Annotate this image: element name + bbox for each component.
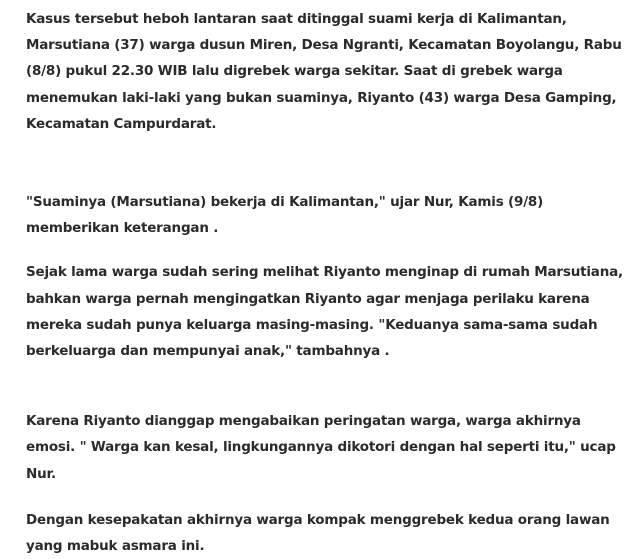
article-paragraph-2: "Suaminya (Marsutiana) bekerja di Kalimantan," ujar Nur, Kamis (9/8) memberikan keterangan . bbox=[26, 194, 544, 237]
article-paragraph-4: Karena Riyanto dianggap mengabaikan peringatan warga, warga akhirnya emosi. " Warga kan kesal, lingkungannya dikotori dengan hal seperti itu," ucap Nur. bbox=[26, 413, 616, 482]
article-body bbox=[26, 6, 632, 559]
article-paragraph-1: Kasus tersebut heboh lantaran saat ditinggal suami kerja di Kalimantan, Marsutiana (37) warga dusun Miren, Desa Ngranti, Kecamatan Boyolangu, Rabu (8/8) pukul 22.30 WIB lalu digrebek warga sekitar. Saat di grebek warga menemukan laki-laki yang bukan suaminya, Riyanto (43) warga Desa Gamping, Kecamatan Campurdarat. bbox=[26, 11, 622, 132]
article-paragraph-5: Dengan kesepakatan akhirnya warga kompak menggrebek kedua orang lawan yang mabuk asmara ini. bbox=[26, 511, 610, 555]
article-paragraph-3: Sejak lama warga sudah sering melihat Riyanto menginap di rumah Marsutiana, bahkan warga pernah mengingatkan Riyanto agar menjaga perilaku karena mereka sudah punya keluarga masing-masing. "Keduanya sama-sama sudah berkeluarga dan mempunyai anak," tambahnya . bbox=[26, 264, 623, 360]
